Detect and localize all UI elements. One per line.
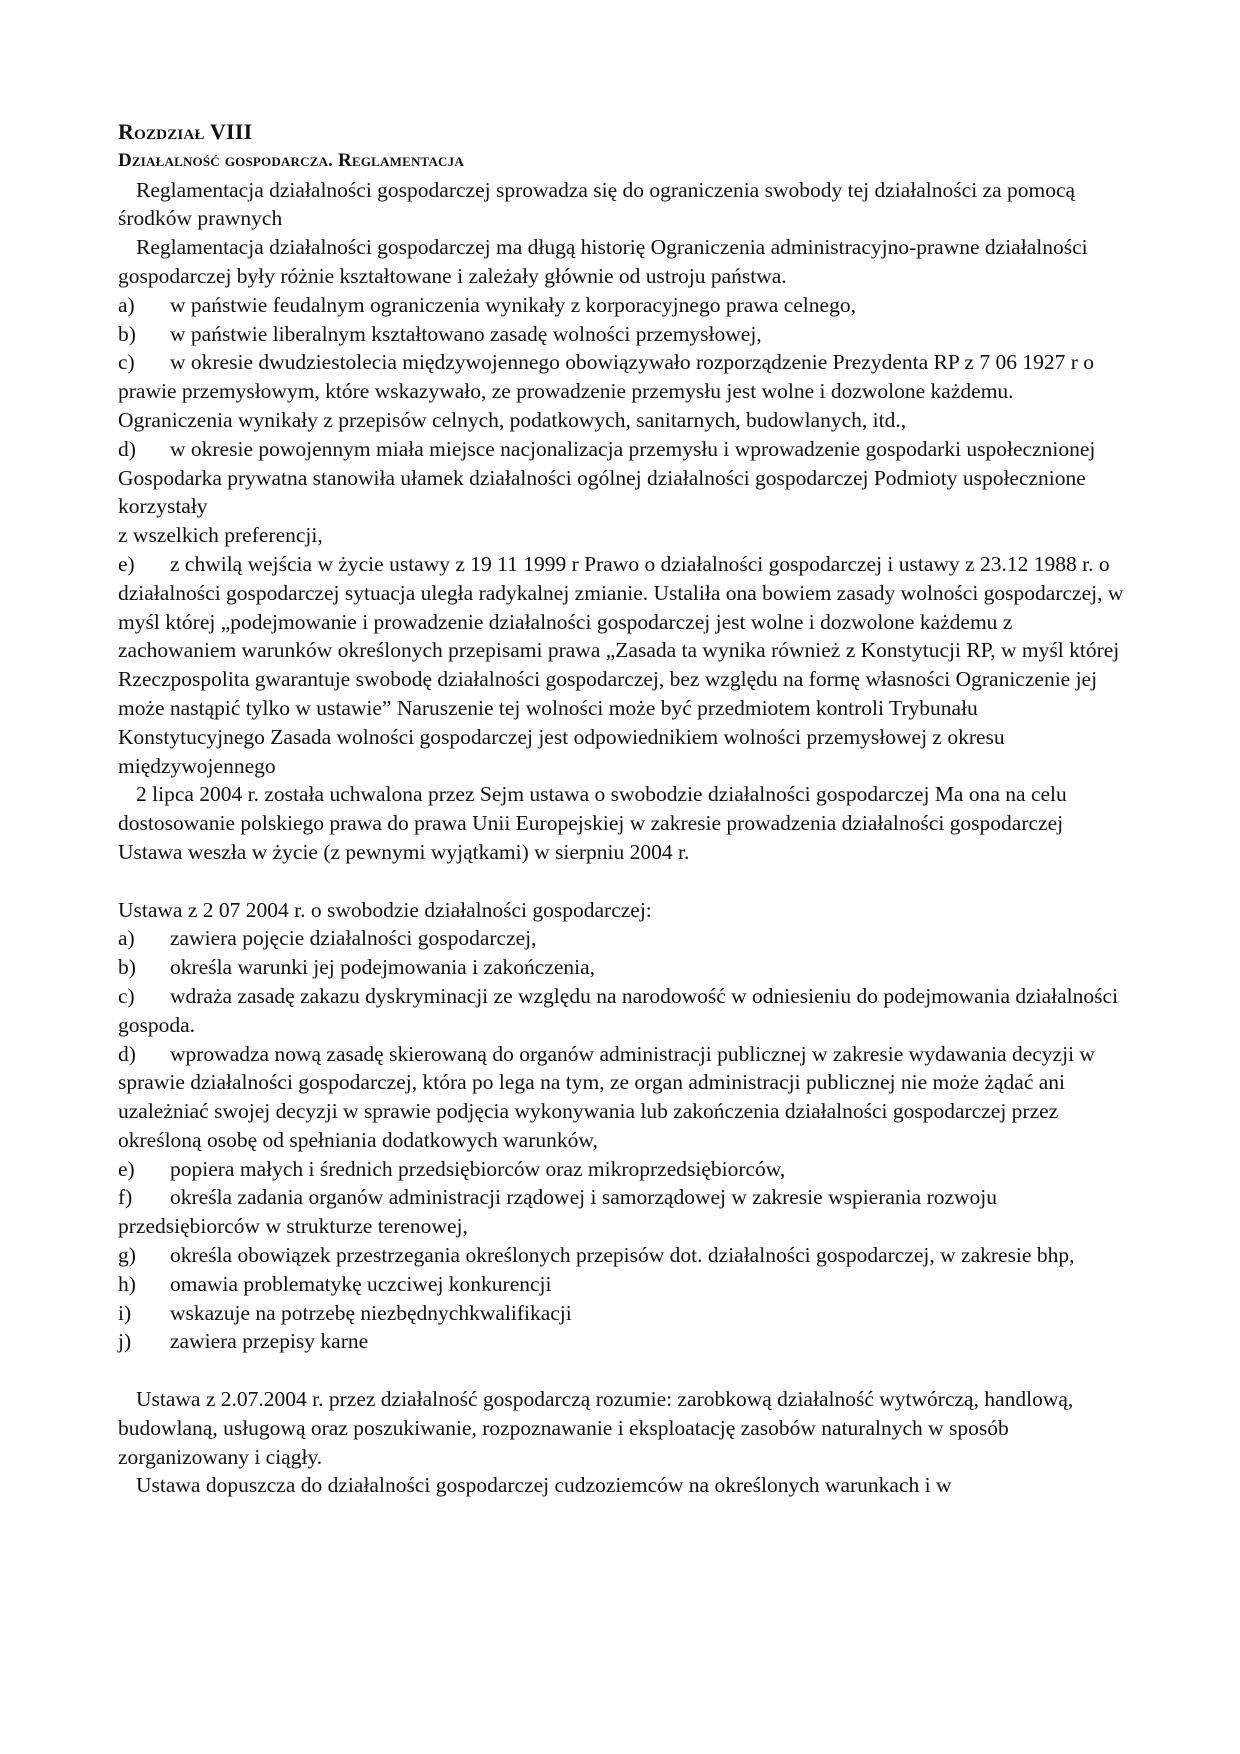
list-marker: f) bbox=[118, 1185, 133, 1210]
list-item bbox=[118, 320, 1124, 349]
list-item-text: określa warunki jej podejmowania i zakończenia, bbox=[170, 955, 596, 980]
list-item bbox=[118, 1327, 1124, 1356]
list-marker: a) bbox=[118, 292, 135, 317]
list-item-text: określa zadania organów administracji rządowej i samorządowej w zakresie wspierania rozwoju przedsiębiorców w strukturze terenowej, bbox=[118, 1185, 998, 1239]
list-marker: e) bbox=[118, 551, 135, 576]
list-item bbox=[118, 1155, 1124, 1184]
list-item-text: w państwie feudalnym ograniczenia wynikały z korporacyjnego prawa celnego, bbox=[170, 292, 856, 317]
list-item-text: w państwie liberalnym kształtowano zasadę wolności przemysłowej, bbox=[170, 321, 762, 346]
list-item-text: z chwilą wejścia w życie ustawy z 19 11 1999 r Prawo o działalności gospodarczej i ustawy z 23.12 1988 r. o działalności gospodarczej sytuacja uległa radykalnej zmianie. Ustaliła ona bowiem zasady wolności gospodarczej, w myśl której „podejmowanie i prowadzenie działalności gospodarczej jest wolne i dozwolone każdemu z zachowaniem warunków określonych przepisami prawa „Zasada ta wynika również z Konstytucji RP, w myśl której Rzeczpospolita gwarantuje swobodę działalności gospodarczej, bez względu na formę własności Ograniczenie jej może nastąpić tylko w ustawie” Naruszenie tej wolności może być przedmiotem kontroli Trybunału Konstytucyjnego Zasada wolności gospodarczej jest odpowiednikiem wolności przemysłowej z okresu międzywojennego bbox=[118, 551, 1124, 778]
list-marker: c) bbox=[118, 350, 135, 375]
list-item-continuation: z wszelkich preferencji, bbox=[118, 523, 323, 548]
list-marker: b) bbox=[118, 321, 136, 346]
list-marker: c) bbox=[118, 983, 135, 1008]
paragraph-2004: 2 lipca 2004 r. została uchwalona przez Sejm ustawa o swobodzie działalności gospodarczej Ma ona na celu dostosowanie polskiego prawa do prawa Unii Europejskiej w zakresie prowadzenia działalności gospodarczej Ustawa weszła w życie (z pewnymi wyjątkami) w sierpniu 2004 r. bbox=[118, 782, 1067, 864]
history-list bbox=[118, 291, 1124, 781]
list-marker: a) bbox=[118, 926, 135, 951]
document-page bbox=[118, 118, 1124, 1500]
list-item-text: popiera małych i średnich przedsiębiorców oraz mikroprzedsiębiorców, bbox=[170, 1156, 786, 1181]
list-item bbox=[118, 1183, 1124, 1241]
list-item-text: wdraża zasadę zakazu dyskryminacji ze względu na narodowość w odniesieniu do podejmowania działalności gospoda. bbox=[118, 983, 1119, 1037]
blank-line bbox=[118, 867, 1124, 896]
list-item-text: określa obowiązek przestrzegania określonych przepisów dot. działalności gospodarczej, w zakresie bhp, bbox=[170, 1243, 1075, 1268]
list-item-text: omawia problematykę uczciwej konkurencji bbox=[170, 1271, 552, 1296]
closing-paragraph: Ustawa dopuszcza do działalności gospodarczej cudzoziemców na określonych warunkach i w bbox=[136, 1473, 952, 1498]
section-title: Działalność gospodarcza. Reglamentacja bbox=[118, 149, 464, 171]
intro-paragraph: Reglamentacja działalności gospodarczej sprowadza się do ograniczenia swobody tej działalności za pomocą środków prawnych bbox=[118, 177, 1076, 231]
list-item bbox=[118, 1040, 1124, 1155]
list-marker: i) bbox=[118, 1300, 132, 1325]
list-marker: d) bbox=[118, 436, 136, 461]
list-item-text: w okresie dwudziestolecia międzywojennego obowiązywało rozporządzenie Prezydenta RP z 7 06 1927 r o prawie przemysłowym, które wskazywało, ze prowadzenie przemysłu jest wolne i dozwolone każdemu. Ograniczenia wynikały z przepisów celnych, podatkowych, sanitarnych, budowlanych, itd., bbox=[118, 350, 1094, 432]
act-list bbox=[118, 924, 1124, 1356]
list-item-text: w okresie powojennym miała miejsce nacjonalizacja przemysłu i wprowadzenie gospodarki uspołecznionej Gospodarka prywatna stanowiła ułamek działalności ogólnej działalności gospodarczej Podmioty uspołecznione korzystały bbox=[118, 436, 1096, 519]
intro-paragraph: Reglamentacja działalności gospodarczej ma długą historię Ograniczenia administracyjno-prawne działalności gospodarczej były różnie kształtowane i zależały głównie od ustroju państwa. bbox=[118, 235, 1088, 288]
act-intro: Ustawa z 2 07 2004 r. o swobodzie działalności gospodarczej: bbox=[118, 897, 652, 922]
list-item-text: zawiera przepisy karne bbox=[170, 1329, 369, 1354]
list-marker: b) bbox=[118, 955, 136, 980]
closing-paragraph: Ustawa z 2.07.2004 r. przez działalność gospodarczą rozumie: zarobkową działalność wytwórczą, handlową, budowlaną, usługową oraz poszukiwanie, rozpoznawanie i eksploatację zasobów naturalnych w sposób zorganizowany i ciągły. bbox=[118, 1387, 1074, 1469]
list-item bbox=[118, 924, 1124, 953]
list-marker: d) bbox=[118, 1041, 136, 1066]
list-item bbox=[118, 435, 1124, 521]
list-item-text: zawiera pojęcie działalności gospodarczej, bbox=[170, 926, 537, 951]
list-marker: h) bbox=[118, 1271, 136, 1296]
list-item bbox=[118, 1270, 1124, 1299]
list-item bbox=[118, 982, 1124, 1040]
chapter-heading: Rozdział VIII bbox=[118, 119, 253, 144]
blank-line bbox=[118, 1356, 1124, 1385]
list-item-text: wprowadza nową zasadę skierowaną do organów administracji publicznej w zakresie wydawania decyzji w sprawie działalności gospodarczej, która po lega na tym, ze organ administracji publicznej nie może żądać ani uzależniać swojej decyzji w sprawie podjęcia wykonywania lub zakończenia działalności gospodarczej przez określoną osobę od spełniania dodatkowych warunków, bbox=[118, 1041, 1095, 1152]
list-item bbox=[118, 953, 1124, 982]
list-marker: j) bbox=[118, 1329, 132, 1354]
list-item bbox=[118, 1241, 1124, 1270]
list-item bbox=[118, 550, 1124, 780]
list-marker: g) bbox=[118, 1243, 136, 1268]
list-item bbox=[118, 291, 1124, 320]
list-item bbox=[118, 348, 1124, 434]
list-item bbox=[118, 1299, 1124, 1328]
list-marker: e) bbox=[118, 1156, 135, 1181]
list-item-text: wskazuje na potrzebę niezbędnychkwalifikacji bbox=[170, 1300, 572, 1325]
